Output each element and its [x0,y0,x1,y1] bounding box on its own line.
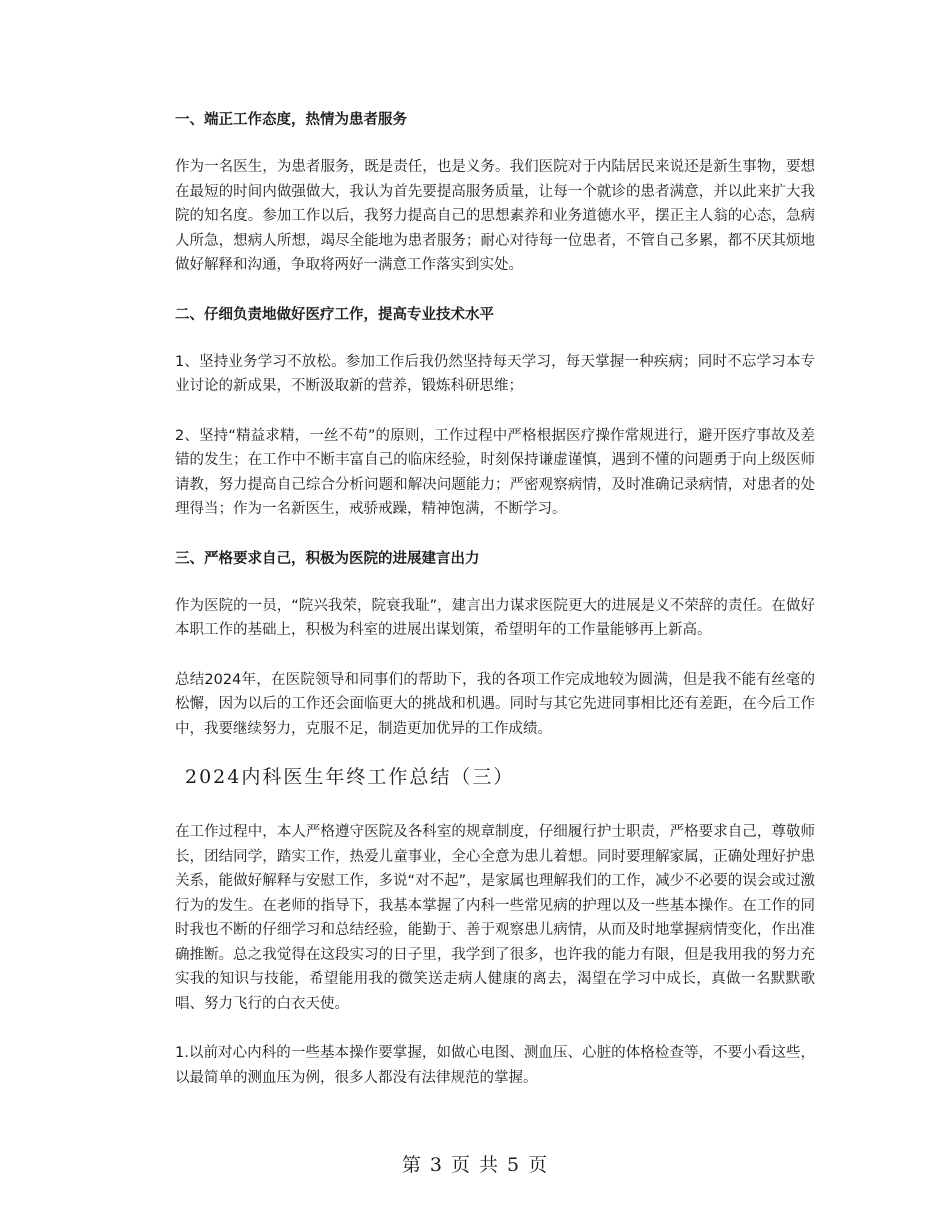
paragraph: 总结2024年，在医院领导和同事们的帮助下，我的各项工作完成地较为圆满，但是我不能有丝毫的松懈，因为以后的工作还会面临更大的挑战和机遇。同时与其它先进同事相比还有差距，在今后工作中，我要继续努力，克服不足，制造更加优异的工作成绩。 [175,671,815,737]
footer-word: 共 [479,1154,500,1176]
document-body [175,108,815,1090]
footer-word: 页 [450,1154,471,1176]
document-title: 2024内科医生年终工作总结（三） [185,766,515,788]
footer-word: 页 [528,1154,549,1176]
page-footer [0,1150,950,1177]
total-page-count: 5 [507,1154,521,1176]
footer-word: 第 [401,1154,422,1176]
current-page-number: 3 [429,1154,443,1176]
section-heading-3: 三、严格要求自己，积极为医院的进展建言出力 [175,550,480,567]
paragraph: 作为一名医生，为患者服务，既是责任，也是义务。我们医院对于内陆居民来说还是新生事物，要想在最短的时间内做强做大，我认为首先要提高服务质量，让每一个就诊的患者满意，并以此来扩大我院的知名度。参加工作以后，我努力提高自己的思想素养和业务道德水平，摆正主人翁的心态，急病人所急，想病人所想，竭尽全能地为患者服务；耐心对待每一位患者，不管自己多累，都不厌其烦地做好解释和沟通，争取将两好一满意工作落实到实处。 [175,159,815,273]
section-heading-1: 一、端正工作态度，热情为患者服务 [175,112,407,128]
paragraph: 作为医院的一员，“院兴我荣，院衰我耻”，建言出力谋求医院更大的进展是义不荣辞的责任。在做好本职工作的基础上，积极为科室的进展出谋划策，希望明年的工作量能够再上新高。 [175,597,815,638]
paragraph: 1.以前对心内科的一些基本操作要掌握，如做心电图、测血压、心脏的体格检查等，不要小看这些，以最简单的测血压为例，很多人都没有法律规范的掌握。 [175,1045,815,1086]
paragraph: 2、坚持“精益求精，一丝不苟”的原则，工作过程中严格根据医疗操作常规进行，避开医疗事故及差错的发生；在工作中不断丰富自己的临床经验，时刻保持谦虚谨慎，遇到不懂的问题勇于向上级医师请教，努力提高自己综合分析问题和解决问题能力；严密观察病情，及时准确记录病情，对患者的处理得当；作为一名新医生，戒骄戒躁，精神饱满，不断学习。 [175,427,815,517]
section-heading-2: 二、仔细负责地做好医疗工作，提高专业技术水平 [175,306,494,323]
paragraph: 在工作过程中，本人严格遵守医院及各科室的规章制度，仔细履行护士职责，严格要求自己，尊敬师长，团结同学，踏实工作，热爱儿童事业，全心全意为患儿着想。同时要理解家属，正确处理好护患关系，能做好解释与安慰工作，多说“对不起”，是家属也理解我们的工作，减少不必要的误会或过激行为的发生。在老师的指导下，我基本掌握了内科一些常见病的护理以及一些基本操作。在工作的同时我也不断的仔细学习和总结经验，能勤于、善于观察患儿病情，从而及时地掌握病情变化，作出准确推断。总之我觉得在这段实习的日子里，我学到了很多，也许我的能力有限，但是我用我的努力充实我的知识与技能，希望能用我的微笑送走病人健康的离去，渴望在学习中成长，真做一名默默歌唱、努力飞行的白衣天使。 [175,824,815,1012]
paragraph: 1、坚持业务学习不放松。参加工作后我仍然坚持每天学习，每天掌握一种疾病；同时不忘学习本专业讨论的新成果，不断汲取新的营养，锻炼科研思维； [175,353,815,394]
